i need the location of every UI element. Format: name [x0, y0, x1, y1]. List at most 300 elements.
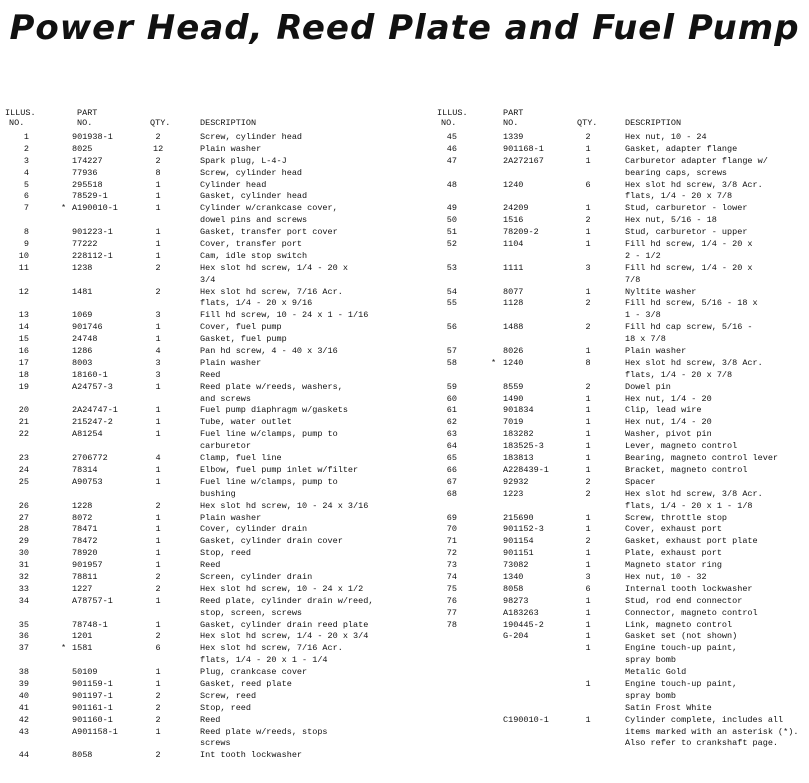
- illus-number: 41: [18, 702, 29, 713]
- part-row: [5, 691, 410, 703]
- quantity: 1: [585, 464, 591, 475]
- part-row: [5, 191, 410, 203]
- part-number: 78920: [72, 548, 98, 559]
- description: spray bomb: [625, 655, 677, 666]
- part-row: [437, 156, 807, 168]
- description: Screw, throttle stop: [625, 512, 728, 523]
- illus-number: 23: [18, 453, 29, 464]
- part-row: [5, 203, 410, 215]
- description: flats, 1/4 - 20 x 7/8: [625, 369, 733, 380]
- part-number: 92932: [503, 476, 529, 487]
- quantity: 1: [155, 417, 161, 428]
- quantity: 1: [585, 227, 591, 238]
- illus-number: 32: [18, 571, 29, 582]
- part-row: [437, 667, 807, 679]
- part-number: 901197-1: [72, 690, 113, 701]
- part-number: 2A24747-1: [72, 405, 118, 416]
- quantity: 2: [155, 262, 161, 273]
- description: flats, 1/4 - 20 x 7/8: [625, 191, 733, 202]
- description: Reed: [200, 714, 221, 725]
- description: Cover, transfer port: [200, 239, 303, 250]
- description: Cylinder head: [200, 179, 267, 190]
- part-row: [5, 477, 410, 489]
- part-row: [5, 631, 410, 643]
- part-row: [437, 513, 807, 525]
- part-number: 18160-1: [72, 369, 108, 380]
- quantity: 2: [155, 631, 161, 642]
- part-number: 1201: [72, 631, 93, 642]
- part-number: 215247-2: [72, 417, 113, 428]
- part-number: 7019: [503, 417, 524, 428]
- part-number: 901834: [503, 405, 534, 416]
- description: Dowel pin: [625, 381, 671, 392]
- part-row: [5, 370, 410, 382]
- part-row: [437, 643, 807, 655]
- description: Plug, crankcase cover: [200, 667, 308, 678]
- part-number: 215690: [503, 512, 534, 523]
- part-row: [5, 168, 410, 180]
- quantity: 2: [155, 286, 161, 297]
- part-row: [5, 180, 410, 192]
- description: Reed plate, cylinder drain w/reed,: [200, 595, 374, 606]
- illus-number: 38: [18, 667, 29, 678]
- part-row: [437, 548, 807, 560]
- quantity: 3: [585, 262, 591, 273]
- illus-number: 10: [18, 250, 29, 261]
- part-row: [437, 394, 807, 406]
- part-number: 1223: [503, 488, 524, 499]
- illus-number: 35: [18, 619, 29, 630]
- illus-number: 45: [446, 132, 457, 142]
- part-row: [5, 227, 410, 239]
- part-row: [437, 298, 807, 310]
- part-row: [437, 168, 807, 180]
- illus-number: 69: [446, 512, 457, 523]
- illus-number: 59: [446, 381, 457, 392]
- part-number: A183263: [503, 607, 539, 618]
- part-number: 8072: [72, 512, 93, 523]
- part-number: A24757-3: [72, 381, 113, 392]
- illus-number: 22: [18, 429, 29, 440]
- quantity: 1: [155, 405, 161, 416]
- part-row: [437, 405, 807, 417]
- description: 3/4: [200, 274, 216, 285]
- description: Plain washer: [200, 357, 262, 368]
- part-row: [437, 358, 807, 370]
- quantity: 1: [585, 607, 591, 618]
- illus-number: 39: [18, 678, 29, 689]
- description: and screws: [200, 393, 252, 404]
- description: Cylinder complete, includes all: [625, 714, 784, 725]
- part-row: [437, 417, 807, 429]
- part-row: [437, 738, 807, 750]
- illus-number: 72: [446, 548, 457, 559]
- part-row: [5, 536, 410, 548]
- quantity: 2: [585, 476, 591, 487]
- description: Plain washer: [625, 346, 687, 357]
- parts-list-right: [437, 132, 807, 750]
- description: Hex slot hd screw, 3/8 Acr.: [625, 357, 763, 368]
- illus-number: 73: [446, 560, 457, 571]
- part-number: 190445-2: [503, 619, 544, 630]
- part-row: [5, 346, 410, 358]
- description: Cylinder w/crankcase cover,: [200, 203, 338, 214]
- quantity: 1: [585, 595, 591, 606]
- part-row: [5, 215, 410, 227]
- quantity: 1: [155, 227, 161, 238]
- part-number: 50109: [72, 667, 98, 678]
- quantity: 1: [155, 250, 161, 261]
- description: Gasket, cylinder drain reed plate: [200, 619, 369, 630]
- illus-number: 26: [18, 500, 29, 511]
- description: Reed: [200, 369, 221, 380]
- quantity: 1: [155, 726, 161, 737]
- quantity: 2: [585, 536, 591, 547]
- part-row: [5, 513, 410, 525]
- illus-number: 8: [23, 227, 29, 238]
- description: Hex slot hd screw, 3/8 Acr.: [625, 179, 763, 190]
- part-number: 228112-1: [72, 250, 113, 261]
- description: Gasket, reed plate: [200, 678, 292, 689]
- part-number: 1128: [503, 298, 524, 309]
- part-row: [5, 679, 410, 691]
- quantity: 1: [155, 595, 161, 606]
- illus-number: 76: [446, 595, 457, 606]
- part-row: [437, 620, 807, 632]
- part-row: [437, 691, 807, 703]
- part-number: 1481: [72, 286, 93, 297]
- description: Gasket, cylinder head: [200, 191, 308, 202]
- description: Stud, rod end connector: [625, 595, 743, 606]
- illus-number: 51: [446, 227, 457, 238]
- description: Gasket set (not shown): [625, 631, 738, 642]
- part-row: [437, 536, 807, 548]
- part-row: [5, 298, 410, 310]
- quantity: 6: [585, 179, 591, 190]
- quantity: 1: [155, 429, 161, 440]
- description: Hex nut, 10 - 32: [625, 571, 707, 582]
- header-qty: QTY.: [577, 118, 598, 128]
- quantity: 1: [155, 667, 161, 678]
- illus-number: 71: [446, 536, 457, 547]
- part-row: [437, 144, 807, 156]
- illus-number: 6: [23, 191, 29, 202]
- illus-number: 25: [18, 476, 29, 487]
- quantity: 2: [155, 714, 161, 725]
- description: Fuel pump diaphragm w/gaskets: [200, 405, 348, 416]
- description: Fill hd screw, 1/4 - 20 x: [625, 262, 753, 273]
- illus-number: 61: [446, 405, 457, 416]
- description: Hex nut, 10 - 24: [625, 132, 707, 142]
- header-illus-no: NO.: [9, 118, 25, 128]
- part-row: [5, 548, 410, 560]
- quantity: 1: [585, 429, 591, 440]
- part-number: 901223-1: [72, 227, 113, 238]
- part-row: [5, 727, 410, 739]
- part-row: [437, 334, 807, 346]
- illus-number: 74: [446, 571, 457, 582]
- part-row: [5, 655, 410, 667]
- part-number: 1339: [503, 132, 524, 142]
- description: Screw, cylinder head: [200, 132, 303, 142]
- part-row: [5, 322, 410, 334]
- part-number: 8077: [503, 286, 524, 297]
- part-number: 1227: [72, 583, 93, 594]
- description: Fill hd screw, 5/16 - 18 x: [625, 298, 758, 309]
- description: Plain washer: [200, 143, 262, 154]
- illus-number: 15: [18, 334, 29, 345]
- parts-column-left: [5, 108, 410, 762]
- part-number: 295518: [72, 179, 103, 190]
- description: Pan hd screw, 4 - 40 x 3/16: [200, 346, 338, 357]
- description: Stop, reed: [200, 702, 252, 713]
- column-header: [437, 108, 807, 132]
- quantity: 1: [585, 619, 591, 630]
- part-row: [437, 322, 807, 334]
- illus-number: 78: [446, 619, 457, 630]
- quantity: 1: [155, 619, 161, 630]
- part-row: [5, 560, 410, 572]
- illus-number: 58: [446, 357, 457, 368]
- quantity: 2: [155, 690, 161, 701]
- part-row: [437, 203, 807, 215]
- illus-number: 60: [446, 393, 457, 404]
- illus-number: 46: [446, 143, 457, 154]
- part-row: [5, 310, 410, 322]
- quantity: 1: [585, 453, 591, 464]
- part-row: [5, 667, 410, 679]
- part-number: 901938-1: [72, 132, 113, 142]
- illus-number: 24: [18, 464, 29, 475]
- header-part-no: NO.: [503, 118, 519, 128]
- description: Link, magneto control: [625, 619, 733, 630]
- illus-number: 62: [446, 417, 457, 428]
- description: items marked with an asterisk (*).: [625, 726, 799, 737]
- part-number: A90753: [72, 476, 103, 487]
- description: Lever, magneto control: [625, 441, 738, 452]
- part-row: [437, 382, 807, 394]
- quantity: 2: [585, 215, 591, 226]
- description: Satin Frost White: [625, 702, 712, 713]
- description: flats, 1/4 - 20 x 9/16: [200, 298, 313, 309]
- quantity: 1: [585, 239, 591, 250]
- description: Stud, carburetor - lower: [625, 203, 748, 214]
- quantity: 2: [585, 298, 591, 309]
- illus-number: 14: [18, 322, 29, 333]
- quantity: 1: [585, 441, 591, 452]
- quantity: 6: [585, 583, 591, 594]
- header-description: DESCRIPTION: [625, 118, 682, 128]
- quantity: 1: [155, 239, 161, 250]
- part-number: 73082: [503, 560, 529, 571]
- quantity: 2: [155, 571, 161, 582]
- part-row: [437, 227, 807, 239]
- header-part-no: NO.: [77, 118, 93, 128]
- part-row: [5, 417, 410, 429]
- part-row: [5, 382, 410, 394]
- quantity: 1: [155, 678, 161, 689]
- part-number: 8025: [72, 143, 93, 154]
- description: Stud, carburetor - upper: [625, 227, 748, 238]
- quantity: 8: [155, 167, 161, 178]
- part-number: 901957: [72, 560, 103, 571]
- part-number: 2A272167: [503, 155, 544, 166]
- illus-number: 7: [23, 203, 29, 214]
- description: Magneto stator ring: [625, 560, 722, 571]
- header-description: DESCRIPTION: [200, 118, 257, 128]
- description: Cover, fuel pump: [200, 322, 282, 333]
- description: Washer, pivot pin: [625, 429, 712, 440]
- quantity: 2: [585, 132, 591, 142]
- header-illus-no: NO.: [441, 118, 457, 128]
- description: Internal tooth lockwasher: [625, 583, 753, 594]
- illus-number: 16: [18, 346, 29, 357]
- part-row: [5, 584, 410, 596]
- part-row: [437, 180, 807, 192]
- part-number: 8026: [503, 346, 524, 357]
- part-row: [437, 239, 807, 251]
- illus-number: 12: [18, 286, 29, 297]
- description: Cover, cylinder drain: [200, 524, 308, 535]
- part-number: 78811: [72, 571, 98, 582]
- illus-number: 9: [23, 239, 29, 250]
- illus-number: 48: [446, 179, 457, 190]
- part-row: [437, 287, 807, 299]
- quantity: 1: [585, 143, 591, 154]
- illus-number: 2: [23, 143, 29, 154]
- illus-number: 33: [18, 583, 29, 594]
- part-number: 77222: [72, 239, 98, 250]
- part-row: [437, 370, 807, 382]
- illus-number: 68: [446, 488, 457, 499]
- part-number: 24209: [503, 203, 529, 214]
- illus-number: 64: [446, 441, 457, 452]
- part-number: C190010-1: [503, 714, 549, 725]
- description: Cover, exhaust port: [625, 524, 722, 535]
- part-number: A901158-1: [72, 726, 118, 737]
- description: Hex slot hd screw, 10 - 24 x 1/2: [200, 583, 364, 594]
- part-number: 8058: [72, 750, 93, 761]
- part-number: 1340: [503, 571, 524, 582]
- part-row: [437, 465, 807, 477]
- part-number: 1104: [503, 239, 524, 250]
- quantity: 1: [155, 203, 161, 214]
- part-number: 901154: [503, 536, 534, 547]
- part-row: [5, 572, 410, 584]
- description: Spacer: [625, 476, 656, 487]
- quantity: 1: [585, 203, 591, 214]
- illus-number: 43: [18, 726, 29, 737]
- column-header: [5, 108, 410, 132]
- description: flats, 1/4 - 20 x 1 - 1/8: [625, 500, 753, 511]
- description: Fill hd screw, 10 - 24 x 1 - 1/16: [200, 310, 369, 321]
- illus-number: 67: [446, 476, 457, 487]
- quantity: 3: [155, 369, 161, 380]
- description: Hex nut, 1/4 - 20: [625, 417, 712, 428]
- description: Spark plug, L-4-J: [200, 155, 287, 166]
- part-row: [437, 429, 807, 441]
- part-number: 1490: [503, 393, 524, 404]
- part-number: 183813: [503, 453, 534, 464]
- part-row: [437, 608, 807, 620]
- part-row: [5, 453, 410, 465]
- description: flats, 1/4 - 20 x 1 - 1/4: [200, 655, 328, 666]
- quantity: 1: [155, 524, 161, 535]
- description: Screen, cylinder drain: [200, 571, 313, 582]
- description: Hex slot hd screw, 10 - 24 x 3/16: [200, 500, 369, 511]
- illus-number: 56: [446, 322, 457, 333]
- illus-number: 65: [446, 453, 457, 464]
- part-row: [437, 215, 807, 227]
- description: Metalic Gold: [625, 667, 687, 678]
- parts-list-left: [5, 132, 410, 762]
- description: Tube, water outlet: [200, 417, 292, 428]
- quantity: 1: [155, 548, 161, 559]
- part-number: 78472: [72, 536, 98, 547]
- illus-number: 34: [18, 595, 29, 606]
- header-illus: ILLUS.: [437, 108, 468, 118]
- part-row: [437, 191, 807, 203]
- illus-number: 5: [23, 179, 29, 190]
- part-row: [5, 738, 410, 750]
- part-row: [5, 394, 410, 406]
- part-number: 901151: [503, 548, 534, 559]
- quantity: 2: [155, 500, 161, 511]
- part-number: 1581: [72, 643, 93, 654]
- asterisk-mark: *: [491, 357, 497, 368]
- part-number: A81254: [72, 429, 103, 440]
- quantity: 1: [585, 631, 591, 642]
- quantity: 1: [155, 322, 161, 333]
- illus-number: 20: [18, 405, 29, 416]
- description: Carburetor adapter flange w/: [625, 155, 768, 166]
- illus-number: 55: [446, 298, 457, 309]
- illus-number: 70: [446, 524, 457, 535]
- description: Gasket, transfer port cover: [200, 227, 338, 238]
- part-row: [5, 596, 410, 608]
- illus-number: 44: [18, 750, 29, 761]
- part-row: [437, 715, 807, 727]
- part-number: 78314: [72, 464, 98, 475]
- part-row: [5, 489, 410, 501]
- description: 18 x 7/8: [625, 334, 666, 345]
- description: Reed plate w/reeds, washers,: [200, 381, 343, 392]
- quantity: 1: [155, 179, 161, 190]
- description: Screw, cylinder head: [200, 167, 303, 178]
- quantity: 1: [585, 512, 591, 523]
- description: screws: [200, 738, 231, 749]
- part-row: [5, 251, 410, 263]
- part-row: [437, 584, 807, 596]
- part-row: [437, 631, 807, 643]
- illus-number: 42: [18, 714, 29, 725]
- description: Plate, exhaust port: [625, 548, 722, 559]
- illus-number: 11: [18, 262, 29, 273]
- quantity: 1: [585, 678, 591, 689]
- part-number: 901168-1: [503, 143, 544, 154]
- description: Gasket, exhaust port plate: [625, 536, 758, 547]
- part-number: A228439-1: [503, 464, 549, 475]
- description: Engine touch-up paint,: [625, 678, 738, 689]
- header-illus: ILLUS.: [5, 108, 36, 118]
- description: Engine touch-up paint,: [625, 643, 738, 654]
- description: Connector, magneto control: [625, 607, 758, 618]
- illus-number: 17: [18, 357, 29, 368]
- part-number: 98273: [503, 595, 529, 606]
- part-row: [5, 750, 410, 762]
- illus-number: 47: [446, 155, 457, 166]
- description: Gasket, fuel pump: [200, 334, 287, 345]
